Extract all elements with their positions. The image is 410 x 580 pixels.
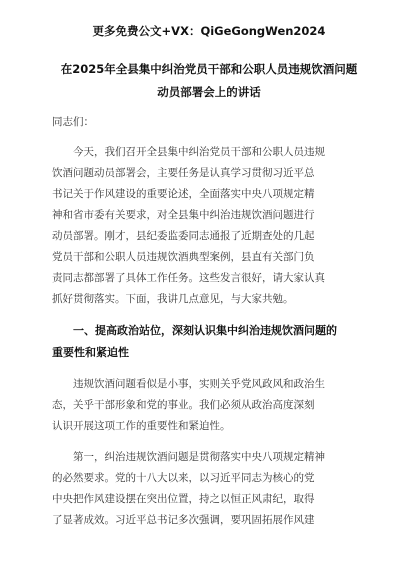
text-line: 中央把作风建设摆在突出位置，持之以恒正风肃纪，取得 [52, 493, 315, 505]
text-line: 今天，我们召开全县集中纠治党员干部和公职人员违规 [73, 146, 325, 158]
title-line: 动员部署会上的讲话 [157, 85, 261, 99]
text-line: 党员干部和公职人员违规饮酒典型案例，县直有关部门负 [52, 251, 315, 263]
text-line: 态，关乎干部形象和党的事业。我们必须从政治高度深刻 [52, 399, 315, 411]
paragraph-first-point [52, 447, 366, 531]
heading-line: 一、提高政治站位，深刻认识集中纠治违规饮酒问题的 [73, 324, 337, 337]
paragraph-importance [52, 374, 366, 437]
section-heading [52, 320, 366, 364]
salutation: 同志们： [52, 116, 94, 128]
text-line: 第一，纠治违规饮酒问题是贯彻落实中央八项规定精神 [73, 451, 325, 463]
text-line: 违规饮酒问题看似是小事，实则关乎党风政风和政治生 [73, 378, 325, 390]
text-line: 责同志都部署了具体工作任务。这些发言很好，请大家认真 [52, 272, 325, 284]
promo-header: 更多免费公文+VX：QiGeGongWen2024 [92, 24, 326, 38]
text-line: 的必然要求。党的十八大以来，以习近平同志为核心的党 [52, 472, 315, 484]
text-line: 饮酒问题动员部署会，主要任务是认真学习贯彻习近平总 [52, 167, 315, 179]
text-line: 抓好贯彻落实。下面，我讲几点意见，与大家共勉。 [52, 293, 294, 305]
text-line: 认识开展这项工作的重要性和紧迫性。 [52, 420, 231, 432]
title-line: 在2025年全县集中纠治党员干部和公职人员违规饮酒问题 [60, 62, 358, 76]
text-line: 了显著成效。习近平总书记多次强调，要巩固拓展作风建 [52, 514, 315, 526]
text-line: 动员部署。刚才，县纪委监委同志通报了近期查处的几起 [52, 230, 315, 242]
document-title [52, 58, 366, 104]
heading-line: 重要性和紧迫性 [52, 346, 129, 359]
text-line: 书记关于作风建设的重要论述，全面落实中央八项规定精 [52, 188, 315, 200]
text-line: 神和省市委有关要求，对全县集中纠治违规饮酒问题进行 [52, 209, 315, 221]
paragraph-intro [52, 142, 366, 310]
